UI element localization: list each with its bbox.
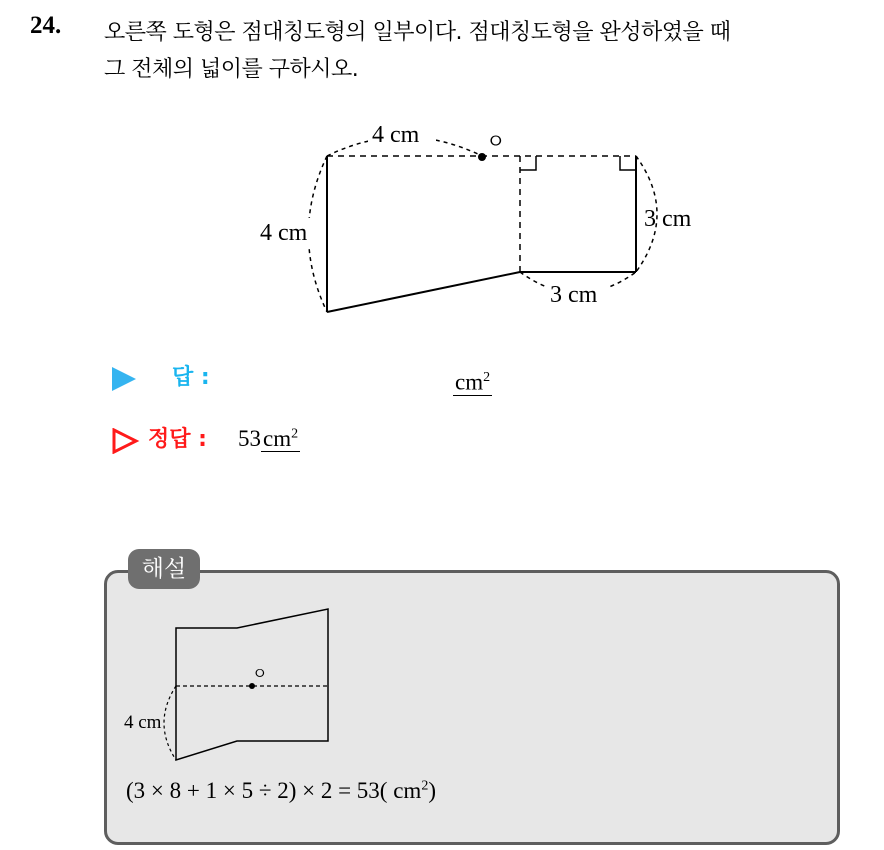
correct-number: 53 xyxy=(238,426,261,451)
top-dimension-label: 4 cm xyxy=(372,122,420,148)
answer-unit xyxy=(453,366,492,396)
explanation-figure xyxy=(104,600,364,770)
correct-label: 정답 : xyxy=(148,427,207,452)
problem-figure xyxy=(0,0,884,340)
explanation-tag: 해설 xyxy=(128,549,200,589)
right-dimension-label: 3 cm xyxy=(644,206,692,232)
left-dimension-label: 4 cm xyxy=(260,220,308,246)
formula-text: (3 × 8 + 1 × 5 ÷ 2) × 2 = 53( cm xyxy=(126,778,422,803)
answer-label: 답 : xyxy=(172,365,210,390)
correct-unit-text: cm xyxy=(263,426,292,451)
question-line-1: 오른쪽 도형은 점대칭도형의 일부이다. 점대칭도형을 완성하였을 때 xyxy=(104,20,731,45)
answer-unit-text: cm xyxy=(455,369,484,395)
explanation-center-point xyxy=(249,683,255,689)
correct-arrow-icon xyxy=(112,428,140,454)
formula-exp: 2 xyxy=(421,778,429,794)
question-line-2: 그 전체의 넓이를 구하시오. xyxy=(104,57,359,82)
figure-bottom-slant xyxy=(327,272,520,312)
answer-arrow-icon xyxy=(112,367,136,391)
center-mark-label: ㅇ xyxy=(486,131,506,153)
right-angle-mark-2 xyxy=(620,156,636,170)
answer-unit-exp: 2 xyxy=(483,370,491,385)
explanation-dim-arc xyxy=(164,686,176,760)
explanation-dim-label: 4 cm xyxy=(124,712,162,733)
explanation-center-mark: ㅇ xyxy=(252,666,268,683)
formula-close: ) xyxy=(428,778,436,803)
correct-value xyxy=(238,426,300,452)
bottom-dimension-label: 3 cm xyxy=(550,282,598,308)
correct-unit-exp: 2 xyxy=(291,426,299,442)
correct-unit xyxy=(261,426,300,452)
explanation-formula xyxy=(126,778,436,804)
center-point xyxy=(478,153,486,161)
question-number: 24. xyxy=(30,12,62,39)
right-angle-mark-1 xyxy=(520,156,536,170)
